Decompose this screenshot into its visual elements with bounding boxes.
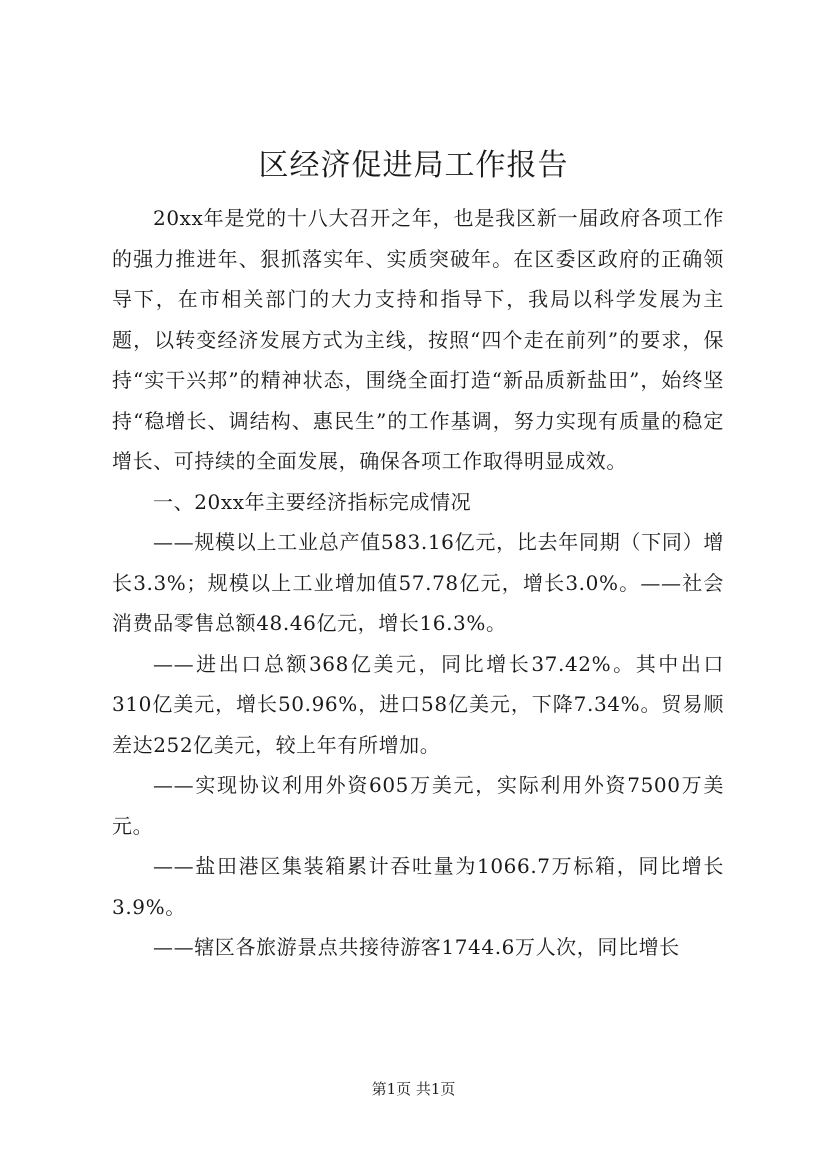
- paragraph-port-throughput: ——盐田港区集装箱累计吞吐量为1066.7万标箱，同比增长3.9%。: [112, 854, 724, 919]
- document-body: [112, 198, 724, 968]
- paragraph-import-export: ——进出口总额368亿美元，同比增长37.42%。其中出口310亿美元，增长50.96%，进口58亿美元，下降7.34%。贸易顺差达252亿美元，较上年有所增加。: [112, 651, 724, 757]
- paragraph-intro: 20xx年是党的十八大召开之年，也是我区新一届政府各项工作的强力推进年、狠抓落实年、实质突破年。在区委区政府的正确领导下，在市相关部门的大力支持和指导下，我局以科学发展为主题，以转变经济发展方式为主线，按照“四个走在前列”的要求，保持“实干兴邦”的精神状态，围绕全面打造“新品质新盐田”，始终坚持“稳增长、调结构、惠民生”的工作基调，努力实现有质量的稳定增长、可持续的全面发展，确保各项工作取得明显成效。: [112, 206, 724, 473]
- document-title: 区经济促进局工作报告: [258, 148, 569, 183]
- page-footer: 第1页 共1页: [371, 1080, 456, 1098]
- paragraph-foreign-investment: ——实现协议利用外资605万美元，实际利用外资7500万美元。: [112, 773, 724, 838]
- paragraph-industry-output: ——规模以上工业总产值583.16亿元，比去年同期（下同）增长3.3%；规模以上工业增加值57.78亿元，增长3.0%。——社会消费品零售总额48.46亿元，增长16.3%。: [112, 530, 724, 635]
- section-heading-indicators: 一、20xx年主要经济指标完成情况: [153, 489, 472, 514]
- paragraph-tourism: ——辖区各旅游景点共接待游客1744.6万人次，同比增长: [153, 935, 680, 959]
